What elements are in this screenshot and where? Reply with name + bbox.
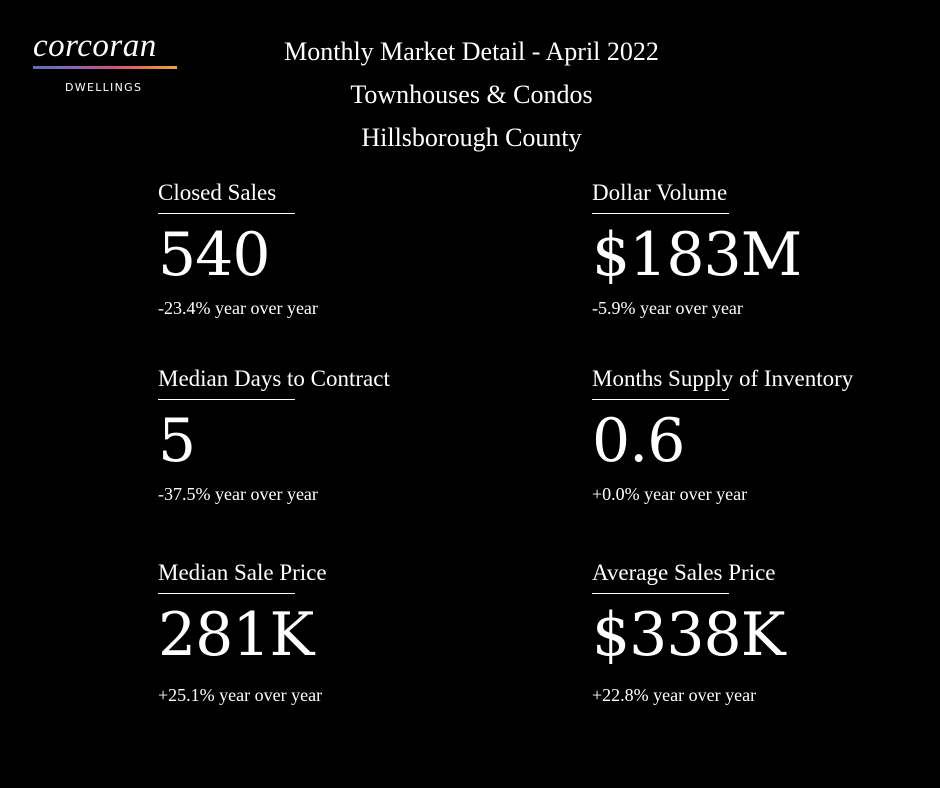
stat-months-supply: [592, 365, 922, 505]
stat-dollar-volume: [592, 179, 922, 319]
stat-label: Dollar Volume: [592, 180, 728, 205]
header-county: Hillsborough County: [361, 123, 582, 152]
stat-label: Closed Sales: [158, 180, 277, 205]
brand-logo: [33, 28, 178, 94]
stat-change: +25.1% year over year: [158, 685, 323, 705]
stat-label: Average Sales Price: [592, 560, 776, 585]
stat-value: 281K: [158, 600, 314, 670]
stat-divider: [158, 399, 295, 400]
page-header: [200, 30, 743, 159]
stat-change: -5.9% year over year: [592, 298, 743, 318]
stat-value: $338K: [592, 600, 785, 670]
stat-value: 540: [158, 220, 270, 290]
header-property-type: Townhouses & Condos: [350, 80, 593, 109]
stat-divider: [158, 213, 295, 214]
stat-divider: [592, 593, 729, 594]
stat-median-sale-price: [158, 559, 488, 706]
stat-change: -37.5% year over year: [158, 484, 318, 504]
stat-value: 0.6: [592, 406, 685, 476]
header-title: Monthly Market Detail - April 2022: [284, 37, 659, 66]
logo-wordmark: corcoran: [33, 28, 157, 64]
stat-label: Months Supply of Inventory: [592, 366, 854, 391]
stat-label: Median Sale Price: [158, 560, 327, 585]
stat-value: 5: [158, 406, 196, 476]
stat-divider: [592, 213, 729, 214]
stat-median-days-to-contract: [158, 365, 488, 505]
stat-change: +0.0% year over year: [592, 484, 748, 504]
stat-change: +22.8% year over year: [592, 685, 757, 705]
stat-divider: [158, 593, 295, 594]
logo-gradient-bar: [33, 66, 177, 69]
stat-change: -23.4% year over year: [158, 298, 318, 318]
stat-value: $183M: [592, 220, 802, 290]
stat-divider: [592, 399, 729, 400]
stat-average-sales-price: [592, 559, 922, 706]
stat-label: Median Days to Contract: [158, 366, 390, 391]
logo-subtext: DWELLINGS: [65, 81, 143, 94]
stat-closed-sales: [158, 179, 488, 319]
